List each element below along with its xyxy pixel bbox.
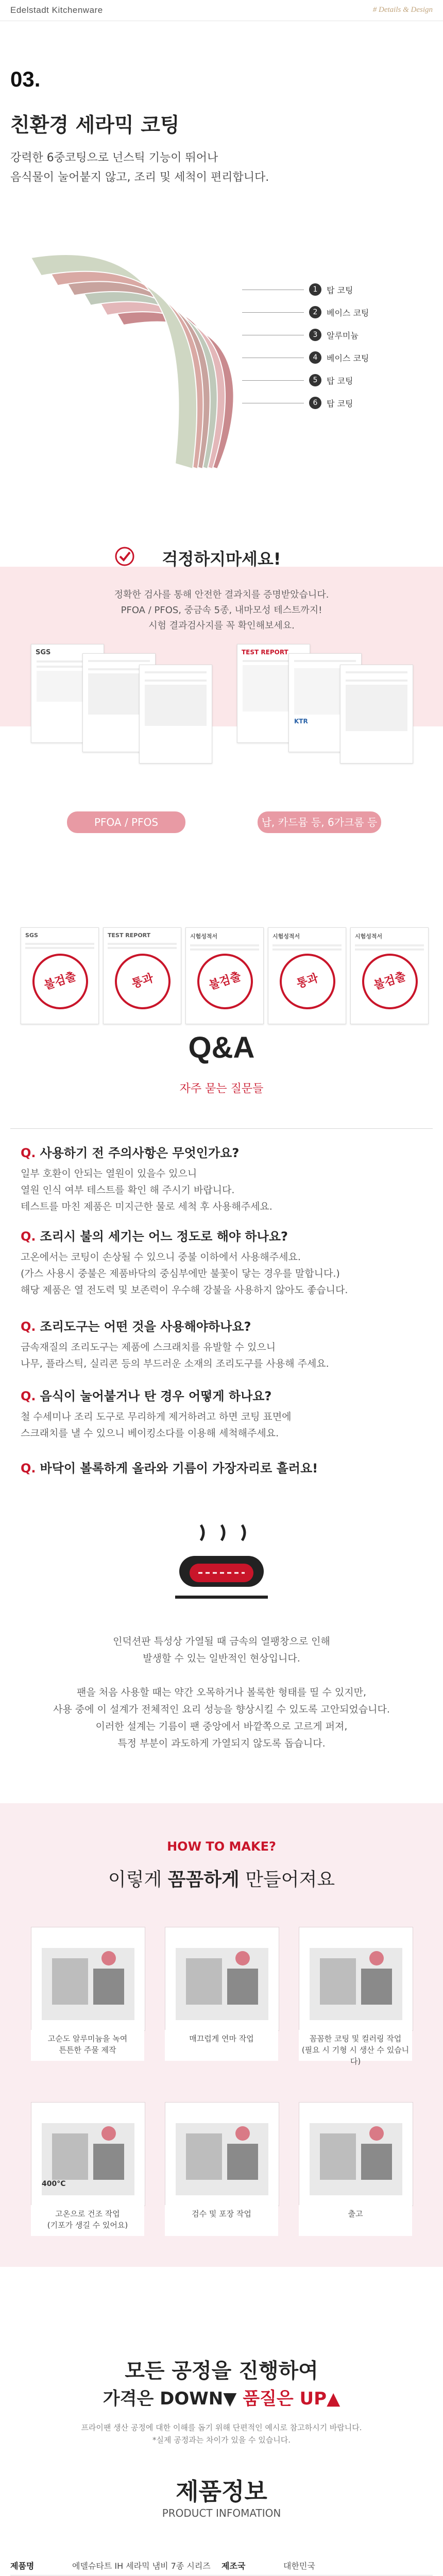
make-eyebrow: HOW TO MAKE?	[167, 1839, 276, 1854]
doc-line	[108, 947, 177, 949]
qa-question	[21, 1316, 251, 1334]
stamp-badge: 불검출	[355, 946, 425, 1016]
qa-question	[21, 1386, 271, 1404]
info-key: 제품명	[10, 2561, 35, 2571]
process-step-image	[31, 1927, 145, 2031]
qa-divider	[10, 1128, 433, 1129]
process-step-illustration	[299, 1927, 413, 2030]
stamp-doc-label: TEST REPORT	[108, 932, 151, 939]
layer-label: 베이스 코팅	[327, 353, 369, 363]
cert-tag-pfoa: PFOA / PFOS	[67, 811, 185, 833]
stamp-doc	[350, 927, 429, 1024]
section-title: 친환경 세라믹 코팅	[10, 114, 180, 137]
stamp-doc-label: SGS	[25, 932, 38, 939]
stamp-doc-label: 시험성적서	[190, 933, 218, 940]
product-info-row	[10, 2555, 433, 2575]
qa-question	[21, 1226, 288, 1244]
qa-answer: 고온에서는 코팅이 손상될 수 있으니 중불 이하에서 사용해주세요. (가스 사용시 중불은 제품바닥의 중심부에만 불꽃이 닿는 경우를 말합니다.) 해당 제품은 열 전도력 및 보존력이 우수해 강불을 사용하지 않아도 좋습니다.	[21, 1251, 348, 1296]
cert-tag-metals: 납, 카드뮴 등, 6가크롬 등	[258, 811, 381, 833]
layer-item	[242, 369, 369, 392]
doc-line	[272, 948, 342, 951]
qa-answer: 금속재질의 조리도구는 제품에 스크래치를 유발할 수 있으니 나무, 플라스틱, 실리콘 등의 부드러운 소재의 조리도구를 사용해 주세요.	[21, 1342, 329, 1369]
process-step-illustration	[31, 1927, 145, 2030]
cooking-explanation: 인덕션판 특성상 가열될 때 금속의 열팽창으로 인해 발생할 수 있는 일반적인 현상입니다. 팬을 처음 사용할 때는 약간 오목하거나 볼록한 형태를 띨 수 있지만, 사용 중에 이 설계가 전체적인 요리 성능을 향상시킬 수 있도록 고안되었습니다. 이러한 설계는 기름이 팬 중앙에서 바깥쪽으로 고르게 퍼져, 특정 부분이 과도하게 가열되지 않도록 돕습니다.	[53, 1636, 390, 1749]
cert-doc-6	[340, 665, 413, 764]
process-step-image	[299, 1927, 413, 2031]
process-step-illustration	[165, 2103, 279, 2206]
cert-tag-metals-label: 납, 카드뮴 등	[261, 816, 321, 828]
stamp-doc	[21, 927, 99, 1024]
qa-answer: 일부 호환이 안되는 열원이 있을수 있으니 열원 인식 여부 테스트를 확인 해 주시기 바랍니다. 테스트를 마친 제품은 미지근한 물로 세척 후 사용해주세요.	[21, 1168, 272, 1212]
stamp-badge: 통과	[108, 946, 178, 1016]
layer-item	[242, 324, 369, 346]
info-value: 에델슈타트 IH 세라믹 냄비 7종 시리즈	[72, 2561, 211, 2571]
layer-number: 1	[309, 283, 321, 296]
cert-tag-metals-extra: 6가크롬 등	[328, 816, 378, 828]
layer-label: 탑 코팅	[327, 376, 353, 386]
qa-subtitle: 자주 묻는 질문들	[179, 1082, 264, 1095]
make-title-em: 꼼꼼하게	[167, 1869, 240, 1890]
product-info-title: 제품정보	[176, 2478, 267, 2505]
layer-label: 탑 코팅	[327, 285, 353, 295]
layer-leader-line	[242, 380, 304, 381]
stamp-badge: 불검출	[25, 946, 95, 1016]
layer-item	[242, 392, 369, 414]
layer-item	[242, 278, 369, 301]
process-subtitle	[0, 2384, 443, 2410]
stamp-doc-label: 시험성적서	[272, 933, 300, 940]
qa-title: Q&A	[188, 1031, 255, 1064]
q-mark: Q.	[21, 1319, 36, 1334]
q-mark: Q.	[21, 1461, 36, 1476]
make-title-pre: 이렇게	[108, 1869, 168, 1890]
stamp-badge: 통과	[272, 946, 343, 1016]
process-step-image	[31, 2102, 145, 2206]
question-text: 바닥이 볼록하게 올라와 기름이 가장자리로 흘러요!	[40, 1461, 318, 1476]
question-text: 조리시 불의 세기는 어느 정도로 해야 하나요?	[40, 1229, 288, 1244]
worry-title: 걱정하지마세요!	[162, 549, 281, 569]
question-text: 음식이 눌어붙거나 탄 경우 어떻게 하나요?	[40, 1389, 272, 1403]
process-step-caption: 매끄럽게 연마 작업	[165, 2030, 278, 2061]
q-mark: Q.	[21, 1146, 36, 1160]
cert-doc-label: KTR	[294, 718, 308, 725]
process-step-image	[165, 2102, 279, 2206]
stamp-doc	[185, 927, 264, 1024]
stamp-doc	[103, 927, 181, 1024]
details-tag: # Details & Design	[372, 6, 433, 14]
doc-line	[190, 948, 259, 951]
stamp-badge: 불검출	[190, 946, 260, 1016]
layer-number: 3	[309, 329, 321, 341]
doc-line	[355, 944, 424, 946]
coating-layers-illustration	[21, 227, 247, 515]
layer-label: 탑 코팅	[327, 398, 353, 409]
oven-temp: 400°C	[42, 2180, 66, 2188]
brand-name: Edelstadt Kitchenware	[10, 5, 103, 15]
worry-text: 정확한 검사를 통해 안전한 결과치를 증명받았습니다. PFOA / PFOS, 중금속 5종, 내마모성 테스트까지! 시험 결과검사지를 꼭 확인해보세요.	[114, 589, 329, 631]
cert-doc-3	[139, 665, 212, 764]
layer-number: 5	[309, 374, 321, 386]
question-text: 조리도구는 어떤 것을 사용해야하나요?	[40, 1319, 251, 1334]
doc-line	[272, 944, 342, 946]
layer-label: 알루미늄	[327, 330, 359, 341]
qa-question	[21, 1458, 318, 1476]
layer-label: 베이스 코팅	[327, 308, 369, 318]
process-step-illustration	[31, 2103, 145, 2206]
stamp-doc-label: 시험성적서	[355, 933, 383, 940]
process-step-caption: 고온으로 건조 작업 (기포가 생길 수 있어요)	[31, 2205, 144, 2236]
layer-item	[242, 346, 369, 369]
process-sub-em: 품질은 UP▲	[243, 2388, 340, 2409]
doc-line	[25, 947, 94, 949]
process-note: 프라이팬 생산 공정에 대한 이해를 돕기 위해 단편적인 예시로 참고하시기 바랍니다. *실제 공정과는 차이가 있을 수 있습니다.	[81, 2423, 362, 2445]
layer-number: 2	[309, 306, 321, 318]
layer-item	[242, 301, 369, 324]
layer-number: 6	[309, 397, 321, 409]
q-mark: Q.	[21, 1229, 36, 1244]
process-step-caption: 검수 및 포장 작업	[165, 2205, 278, 2236]
process-step-illustration	[299, 2103, 413, 2206]
qa-question	[21, 1143, 239, 1161]
section-number: 03.	[10, 67, 41, 91]
doc-line	[25, 943, 94, 945]
doc-line	[190, 944, 259, 946]
q-mark: Q.	[21, 1389, 36, 1403]
layer-list	[242, 278, 369, 414]
question-text: 사용하기 전 주의사항은 무엇인가요?	[40, 1146, 240, 1160]
process-title: 모든 공정을 진행하여	[125, 2359, 318, 2383]
doc-line	[355, 948, 424, 951]
make-title	[0, 1865, 443, 1891]
make-title-post: 만들어져요	[239, 1869, 335, 1890]
process-step-image	[299, 2102, 413, 2206]
info-value: 대한민국	[283, 2561, 315, 2571]
doc-line	[108, 943, 177, 945]
process-step-image	[165, 1927, 279, 2031]
layer-leader-line	[242, 312, 304, 313]
pan-heating-illustration	[170, 1515, 273, 1618]
qa-answer: 철 수세미나 조리 도구로 무리하게 제거하려고 하면 코팅 표면에 스크래치를 낼 수 있으니 베이킹소다를 이용해 세척해주세요.	[21, 1411, 292, 1439]
cert-doc-label: SGS	[36, 649, 51, 656]
cert-doc-label: TEST REPORT	[242, 649, 288, 656]
product-info-subtitle: PRODUCT INFOMATION	[162, 2507, 281, 2519]
stamp-doc	[268, 927, 346, 1024]
process-step-illustration	[165, 1927, 279, 2030]
layer-number: 4	[309, 351, 321, 364]
process-step-caption: 꼼꼼한 코팅 및 컬러링 작업 (필요 시 기형 시 생산 수 있습니다)	[299, 2030, 412, 2061]
process-sub-pre: 가격은 DOWN▼	[103, 2388, 243, 2409]
info-key: 제조국	[222, 2561, 246, 2571]
process-step-caption: 고순도 알루미늄을 녹여 튼튼한 주물 제작	[31, 2030, 144, 2061]
process-step-caption: 출고	[299, 2205, 412, 2236]
section-desc: 강력한 6중코팅으로 넌스틱 기능이 뛰어나 음식물이 눌어붙지 않고, 조리 및 세척이 편리합니다.	[10, 151, 269, 184]
